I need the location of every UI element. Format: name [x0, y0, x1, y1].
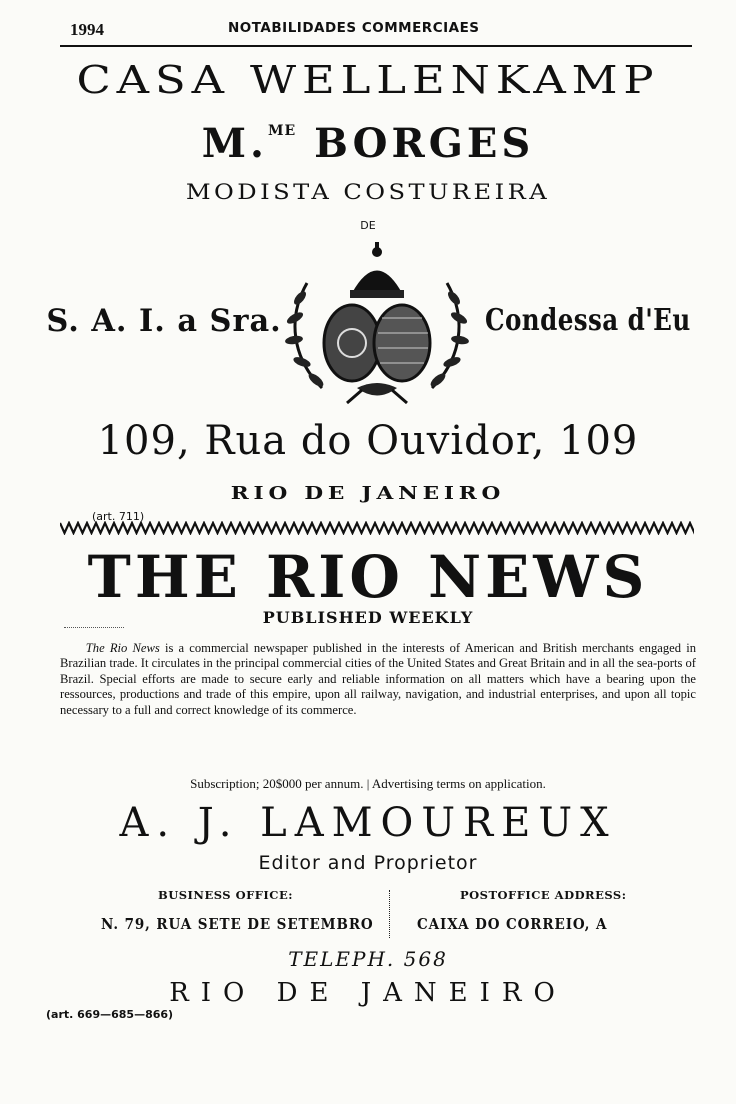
dotted-rule	[64, 627, 124, 629]
proprietor-name	[0, 120, 736, 167]
shop-name: CASA WELLENKAMP	[76, 58, 660, 102]
postoffice-address: CAIXA DO CORREIO, A	[417, 915, 608, 933]
description-lead: The Rio News	[85, 641, 160, 655]
telephone: TELEPH. 568	[288, 947, 448, 971]
business-office-address: N. 79, RUA SETE DE SETEMBRO	[101, 915, 374, 933]
de-label: DE	[360, 219, 376, 232]
newspaper-subtitle: PUBLISHED WEEKLY	[262, 608, 474, 627]
imperial-crest-icon	[282, 238, 472, 408]
article-reference: (art. 711)	[92, 510, 145, 523]
description-body: is a commercial newspaper published in the interests of American and British merchants engaged in Brazilian trade. It circulates in the principal commercial cities of the United States and Great Britain and in all the sea-ports of Brazil. Special efforts are made to secure early and reliable information on all matters which have a bearing upon the ressources, productions and trade of this empire, upon all railway, navigation, and industrial enterprises, and upon all topic necessary to a full and correct knowledge of its commerce.	[60, 641, 696, 717]
city-label: RIO DE JANEIRO	[230, 483, 506, 504]
zigzag-divider	[60, 521, 694, 535]
running-title: NOTABILIDADES COMMERCIAES	[228, 20, 480, 36]
patron-left: S. A. I. a Sra.	[46, 303, 282, 339]
newspaper-description	[60, 641, 696, 718]
proprietor-prefix-sup: ME	[267, 123, 297, 139]
header-rule	[60, 45, 692, 47]
city-label-2: RIO DE JANEIRO	[169, 978, 567, 1008]
article-reference-2: (art. 669—685—866)	[46, 1008, 174, 1021]
shop-address: 109, Rua do Ouvidor, 109	[97, 418, 639, 464]
proprietor-surname: BORGES	[314, 120, 535, 167]
editor-title: Editor and Proprietor	[258, 852, 478, 874]
proprietor-prefix: M.	[201, 120, 268, 167]
profession: MODISTA COSTUREIRA	[185, 180, 551, 204]
patron-right: Condessa d'Eu	[485, 303, 691, 338]
newspaper-title: THE RIO NEWS	[87, 543, 649, 611]
editor-name: A. J. LAMOUREUX	[119, 800, 617, 846]
page-number: 1994	[70, 20, 104, 39]
postoffice-label: POSTOFFICE ADDRESS:	[460, 888, 627, 902]
business-office-label: BUSINESS OFFICE:	[158, 888, 293, 902]
column-divider	[389, 890, 392, 938]
subscription-terms: Subscription; 20$000 per annum. | Advertising terms on application.	[190, 776, 546, 791]
